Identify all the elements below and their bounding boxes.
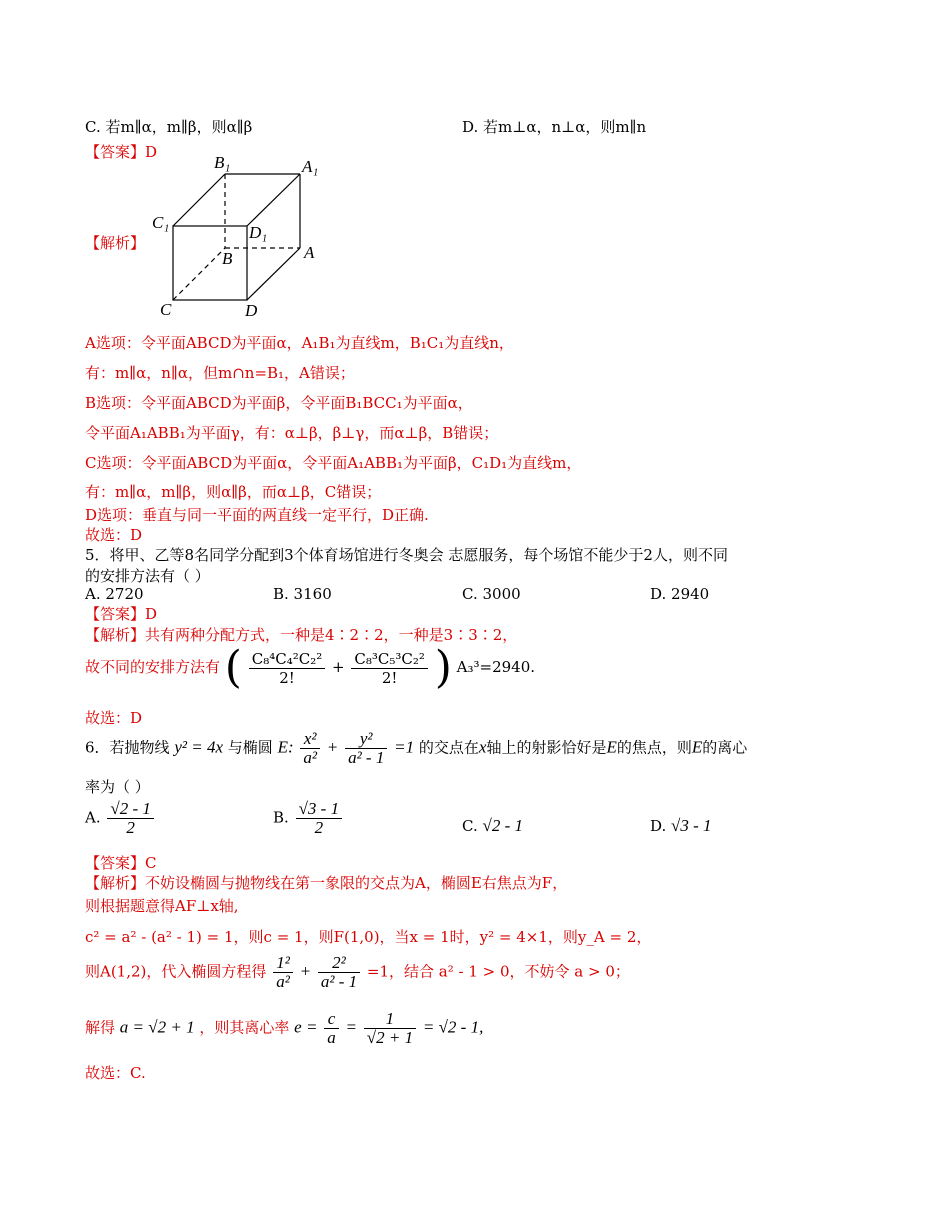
q5-stem-2: 的安排方法有（ ）	[85, 567, 210, 585]
q6-option-d: D. √3 - 1	[650, 816, 712, 835]
q4-option-c: C. 若m∥α，m∥β，则α∥β	[85, 118, 253, 136]
cube-figure	[150, 150, 330, 322]
q4-line-3: B选项：令平面ABCD为平面β，令平面B₁BCC₁为平面α，	[85, 394, 473, 412]
label-a1: A₁	[302, 157, 319, 176]
q6-analysis-4: 则A(1,2)，代入椭圆方程得 $\frac{\text{1²}}{\text{a²}}$ + $\frac{\text{2²}}{\text{a² - 1}}$ =1，结合 a² - 1 > 0，不妨令 a > 0；	[85, 953, 630, 991]
q4-line-6: 有：m∥α，m∥β，则α∥β，而α⊥β，C错误；	[85, 483, 382, 501]
q5-option-b: B. 3160	[273, 585, 332, 603]
q5-option-a: A. 2720	[85, 585, 144, 603]
label-c: C	[160, 300, 172, 319]
q4-answer: 【答案】D	[85, 143, 158, 161]
label-b1: B₁	[214, 153, 231, 172]
q4-line-5: C选项：令平面ABCD为平面α，令平面A₁ABB₁为平面β，C₁D₁为直线m，	[85, 454, 582, 472]
q6-conclusion: 故选：C.	[85, 1064, 146, 1082]
q5-analysis-1: 【解析】共有两种分配方式，一种是4∶2∶2，一种是3∶3∶2，	[85, 626, 518, 644]
q6-analysis-1: 【解析】不妨设椭圆与抛物线在第一象限的交点为A，椭圆E右焦点为F，	[85, 874, 568, 892]
label-c1: C₁	[152, 213, 170, 232]
q4-line-4: 令平面A₁ABB₁为平面γ，有：α⊥β，β⊥γ，而α⊥β，B错误；	[85, 424, 499, 442]
q4-line-1: A选项：令平面ABCD为平面α，A₁B₁为直线m，B₁C₁为直线n，	[85, 334, 514, 352]
q4-option-d: D. 若m⊥α，n⊥α，则m∥n	[462, 118, 647, 136]
q5-stem-1: 5．将甲、乙等8名同学分配到3个体育场馆进行冬奥会 志愿服务，每个场馆不能少于2人，则不同	[85, 546, 728, 564]
label-d: D	[245, 301, 258, 320]
q6-answer: 【答案】C	[85, 854, 157, 872]
q6-stem-2: 率为（ ）	[85, 778, 150, 796]
q6-analysis-3: c² = a² - (a² - 1) = 1，则c = 1，则F(1,0)，当x = 1时，y² = 4×1，则y_A = 2，	[85, 928, 652, 946]
q6-analysis-2: 则根据题意得AF⊥x轴,	[85, 897, 239, 915]
q6-analysis-5: 解得 a = √2 + 1 ，则其离心率 e = $\frac{c}{a}$ = $\frac{1}{√2 + 1}$ = √2 - 1,	[85, 1009, 484, 1047]
q6-option-b: B. $\frac{√3 - 1}{2}$	[273, 800, 344, 837]
q4-line-7: D选项：垂直与同一平面的两直线一定平行，D正确.	[85, 506, 429, 524]
q5-conclusion: 故选：D	[85, 709, 143, 727]
q5-answer: 【答案】D	[85, 605, 158, 623]
q4-line-2: 有：m∥α，n∥α，但m∩n=B₁，A错误；	[85, 364, 355, 382]
label-a: A	[304, 243, 315, 262]
q5-analysis-2: 故不同的安排方法有 ( $\frac{\text{C₈⁴C₄²C₂²}}{2!}$ + $\frac{\text{C₈³C₅³C₂²}}{2!}$ ) A₃³=2940.	[85, 642, 536, 693]
q6-stem-1: 6．若抛物线 y² = 4x 与椭圆 E: $\frac{\text{x²}}{\text{a²}}$ + $\frac{\text{y²}}{\text{a² - 1}}$ =1 的交点在x轴上的射影恰好是E的焦点，则E的离心	[85, 729, 748, 767]
q6-option-c: C. √2 - 1	[462, 816, 523, 835]
label-d1: D₁	[249, 223, 268, 242]
label-b: B	[222, 249, 233, 268]
q4-line-8: 故选：D	[85, 526, 143, 544]
q4-analysis-tag: 【解析】	[85, 234, 146, 252]
q5-option-d: D. 2940	[650, 585, 710, 603]
q6-option-a: A. $\frac{√2 - 1}{2}$	[85, 800, 156, 837]
q5-option-c: C. 3000	[462, 585, 521, 603]
